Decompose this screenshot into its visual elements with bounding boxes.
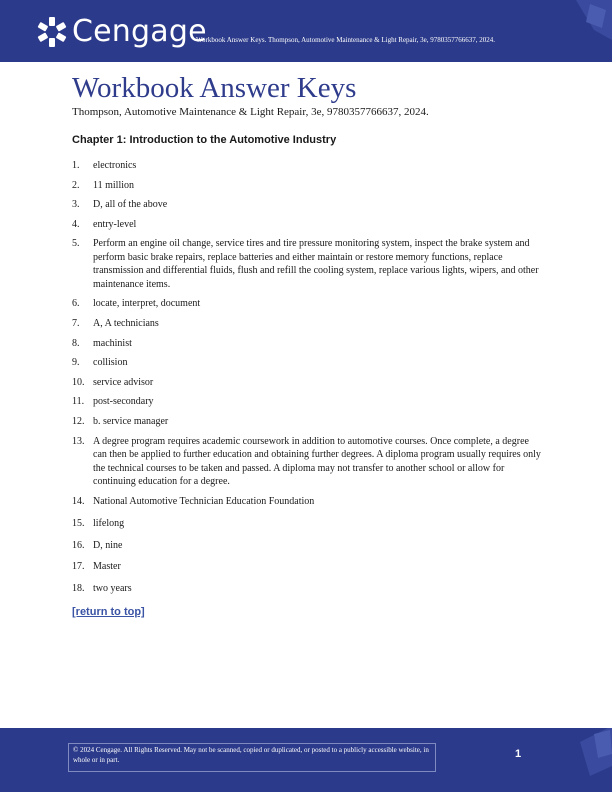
answer-text: locate, interpret, document	[93, 298, 201, 310]
answer-item	[72, 376, 542, 390]
chapter-heading: Chapter 1: Introduction to the Automotive Industry	[72, 134, 337, 146]
header-document-info: Workbook Answer Keys. Thompson, Automotive Maintenance & Light Repair, 3e, 9780357766637, 2024.	[196, 36, 496, 44]
answer-number: 5.	[72, 238, 80, 250]
answer-item	[72, 517, 542, 531]
answer-number: 16.	[72, 539, 85, 551]
answer-item	[72, 198, 542, 212]
answer-item	[72, 317, 542, 331]
answer-item	[72, 415, 542, 429]
answer-text: electronics	[93, 160, 137, 171]
answer-item	[72, 356, 542, 370]
answer-number: 13.	[72, 435, 85, 447]
answer-number: 7.	[72, 318, 80, 330]
page-number: 1	[515, 748, 522, 760]
footer-decoration-icon	[560, 728, 612, 792]
answer-text: two years	[93, 583, 132, 595]
answer-item	[72, 297, 542, 311]
answer-number: 10.	[72, 376, 85, 388]
page-footer	[0, 728, 612, 792]
answer-text: A degree program requires academic coursework in addition to automotive courses. Once complete, a degree can then be applied to further education and obtaining further degrees. A diploma program usually requires only the technical courses to be taken and passed. A diploma may not transfer to another school or allow for continuing education for a degree.	[93, 435, 541, 488]
answer-number: 12.	[72, 416, 85, 428]
answer-number: 4.	[72, 218, 80, 230]
answer-text: D, all of the above	[93, 199, 168, 211]
answer-text: post-secondary	[93, 396, 154, 408]
answer-number: 15.	[72, 517, 85, 529]
answer-text: entry-level	[93, 218, 137, 230]
answer-number: 9.	[72, 357, 80, 369]
answer-item	[72, 495, 542, 509]
book-citation: Thompson, Automotive Maintenance & Light Repair, 3e, 9780357766637, 2024.	[72, 106, 429, 118]
answer-text: National Automotive Technician Education Foundation	[93, 495, 315, 507]
answer-text: service advisor	[93, 376, 154, 388]
answer-item	[72, 539, 542, 553]
answer-number: 2.	[72, 179, 80, 191]
cengage-logo-icon	[36, 16, 68, 48]
answer-number: 18.	[72, 583, 85, 595]
return-to-top-link[interactable]: [return to top]	[72, 605, 145, 618]
answer-text: machinist	[93, 337, 132, 349]
answer-number: 14.	[72, 495, 85, 507]
answer-item	[72, 582, 542, 596]
answer-number: 11.	[72, 396, 85, 408]
answer-number: 6.	[72, 298, 80, 310]
answer-item	[72, 159, 542, 173]
answer-text: b. service manager	[93, 416, 169, 428]
answer-number: 17.	[72, 561, 85, 573]
answer-text: Perform an engine oil change, service tires and tire pressure monitoring system, inspect the brake system and perform basic brake repairs, replace batteries and either maintain or restore memory functions, replace transmission and differential fluids, flush and refill the cooling system, replace various lights, wipers, and other maintenance items.	[93, 238, 539, 290]
page-header	[0, 0, 612, 62]
page-title: Workbook Answer Keys	[72, 72, 357, 104]
answer-text: A, A technicians	[93, 318, 159, 330]
copyright-notice: © 2024 Cengage. All Rights Reserved. May not be scanned, copied or duplicated, or posted to a publicly accessible website, in whole or in part.	[68, 743, 436, 772]
answer-item	[72, 218, 542, 232]
answer-item	[72, 237, 542, 291]
header-decoration-icon	[546, 0, 612, 62]
answer-item	[72, 560, 542, 574]
answer-number: 8.	[72, 337, 80, 349]
answer-number: 1.	[72, 160, 80, 171]
answer-item	[72, 337, 542, 351]
answer-text: collision	[93, 357, 128, 369]
answer-item	[72, 179, 542, 193]
document-body	[72, 72, 542, 620]
answer-text: lifelong	[93, 517, 125, 529]
answer-text: Master	[93, 561, 121, 573]
brand-name: Cengage	[72, 14, 207, 49]
answer-text: D, nine	[93, 539, 123, 551]
answer-text: 11 million	[93, 179, 135, 191]
answer-item	[72, 435, 542, 489]
answer-list	[72, 159, 542, 596]
answer-number: 3.	[72, 199, 80, 211]
answer-item	[72, 395, 542, 409]
